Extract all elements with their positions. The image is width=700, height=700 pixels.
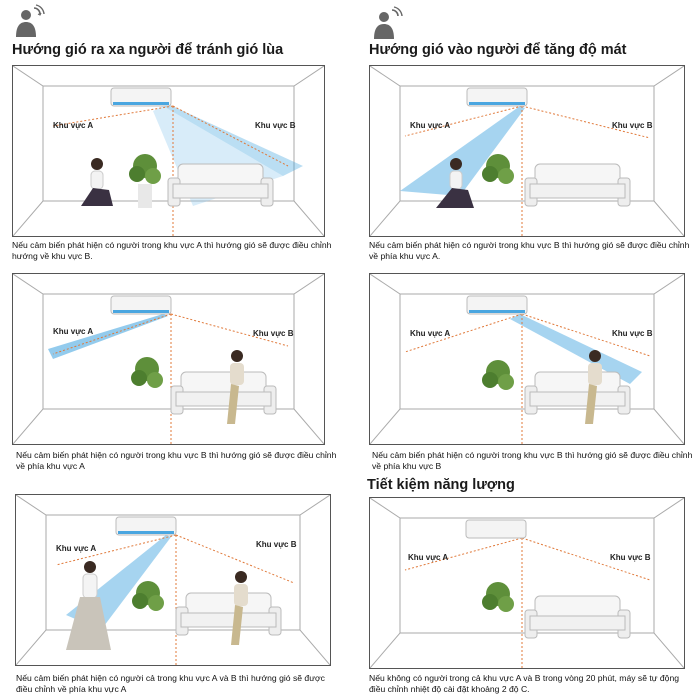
zone-b-label: Khu vực B [253, 329, 294, 338]
zone-b-label: Khu vực B [610, 553, 651, 562]
scene-panel-6 [369, 497, 685, 669]
person-sensor-icon [12, 4, 46, 38]
zone-b-label: Khu vực B [255, 121, 296, 130]
zone-a-label: Khu vực A [410, 329, 451, 338]
zone-b-label: Khu vực B [256, 540, 297, 549]
zone-a-label: Khu vực A [53, 121, 94, 130]
zone-a-label: Khu vực A [53, 327, 94, 336]
panel-caption: Nếu cảm biến phát hiện có người trong khu vực A thì hướng gió sẽ được điều chỉnh hướng về khu vực B. [12, 240, 332, 261]
zone-a-label: Khu vực A [56, 544, 97, 553]
zone-a-label: Khu vực A [410, 121, 451, 130]
scene-panel-3 [12, 273, 325, 445]
section-title-avoid-draft: Hướng gió ra xa người để tránh gió lùa [12, 42, 284, 58]
panel-caption: Nếu cảm biến phát hiện có người trong khu vực B thì hướng gió sẽ được điều chỉnh về phía khu vực B [372, 450, 693, 471]
person-sensor-icon [370, 6, 404, 40]
panel-caption: Nếu cảm biến phát hiện có người cả trong khu vực A và B thì hướng gió sẽ được điều chỉnh về phía khu vực A [16, 673, 325, 694]
panel-caption: Nếu cảm biến phát hiện có người trong khu vực B thì hướng gió sẽ được điều chỉnh về phía khu vực A [16, 450, 337, 471]
panel-caption: Nếu cảm biến phát hiện có người trong khu vực B thì hướng gió sẽ được điều chỉnh về phía khu vực A. [369, 240, 690, 261]
zone-a-label: Khu vực A [408, 553, 449, 562]
scene-panel-5 [15, 494, 331, 666]
zone-b-label: Khu vực B [612, 121, 653, 130]
scene-panel-4 [369, 273, 685, 445]
scene-panel-2 [369, 65, 685, 237]
section-title-energy-saving: Tiết kiệm năng lượng [367, 477, 515, 493]
panel-caption: Nếu không có người trong cả khu vực A và B trong vòng 20 phút, máy sẽ tự động điều chỉnh nhiệt độ cài đặt khoảng 2 độ C. [369, 673, 680, 694]
zone-b-label: Khu vực B [612, 329, 653, 338]
section-title-direct-cooling: Hướng gió vào người để tăng độ mát [369, 42, 627, 58]
scene-panel-1 [12, 65, 325, 237]
